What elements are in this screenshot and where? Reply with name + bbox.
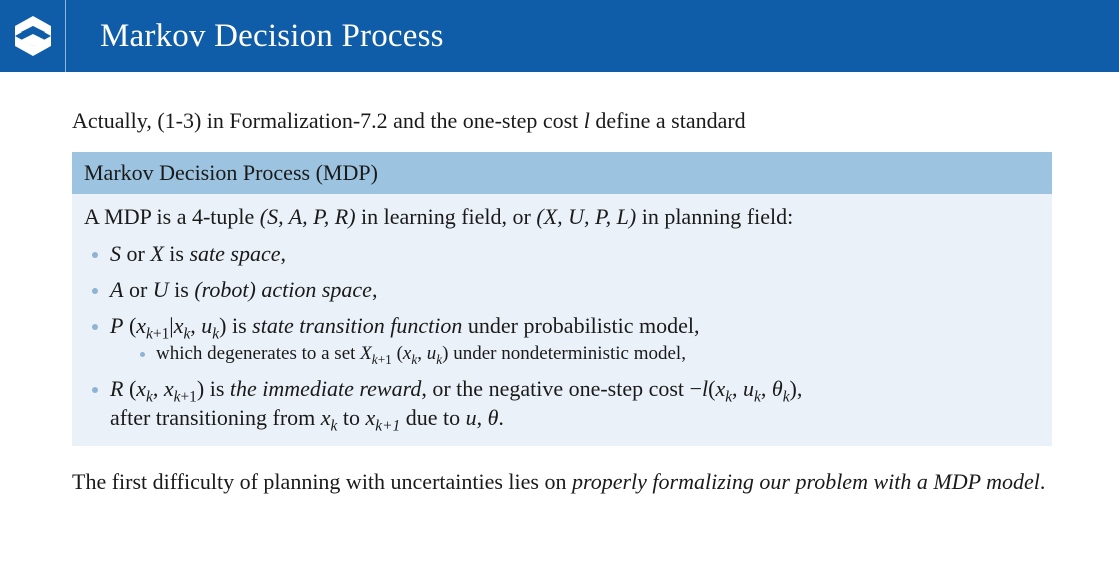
sub-text-2: under nondeterministic model, [448,343,686,364]
slide-title: Markov Decision Process [100,17,444,54]
list-item-reward: R ($x_k$, $x_{k+1}$) is the immediate reward, or the negative one-step $\cos t -l(x_k$, $u_k$, $\theta_k$), after transitioning from $x_k$ to $x_{k+1}$ due to u, θ. [84,374,1040,432]
intro-var: l [583,108,590,133]
tuple-planning: (X, U, P, L) [536,204,637,229]
bullet-icon [92,252,98,258]
definition-list [84,239,1040,435]
is-text: is [168,277,195,302]
block-title: Markov Decision Process (MDP) [72,152,1052,194]
definition-block [72,152,1052,446]
x-k: $x_k$ [320,405,338,435]
block-body [72,194,1052,446]
x-k-plus-1: $x_{k+1}$ [365,405,401,435]
var-s: S [110,241,121,266]
var-a: A [110,277,124,302]
comma: , [280,241,286,266]
lead-text-3: in planning field: [636,204,794,229]
transition-expression: ($x_{k+1}|x_k$, $u_k$) [123,313,227,343]
intro-text-end: define a standard [589,108,746,133]
theta: θ [487,405,499,430]
var-x: X [150,241,164,266]
sub-text-1: which degenerates to a set [156,343,361,364]
u-theta: u [465,405,477,430]
var-r: R [110,376,124,401]
list-item-action-space [84,275,1040,304]
lead-text-2: in learning field, or [355,204,537,229]
transition-rest: under probabilistic model, [462,313,700,338]
reward-line2-text3: due to [400,405,466,430]
lead-text-1: A MDP is a 4-tuple [84,204,260,229]
or-text: or [123,277,153,302]
bottom-text: The first difficulty of planning with uncertainties lies on [72,469,572,494]
is-text: is [204,376,230,401]
list-item-transition [84,311,1040,367]
reward-line2-text1: after transitioning from [110,405,321,430]
var-p: P [110,313,124,338]
bottom-period: . [1039,469,1046,494]
cost-expression: $-l(x_k$, $u_k$, $\theta_k$), [689,376,803,406]
bullet-icon [92,288,98,294]
block-lead [84,202,1040,232]
bullet-icon [92,387,98,393]
reward-rest: , or the negative one-step cost [421,376,690,401]
period: . [498,405,504,430]
state-space-term: sate space [189,241,281,266]
transition-sublist [110,340,1040,367]
list-item-state-space [84,239,1040,268]
reward-expression: ($x_k$, $x_{k+1}$) [123,376,205,406]
sublist-item-nondeterministic [110,340,1040,367]
comma: , [371,277,378,302]
bullet-icon [92,324,98,330]
bullet-icon [140,352,145,357]
set-expression: $X_{k+1}$ ($x_k$, $u_k$) [360,343,449,367]
action-space-term: (robot) action space [194,277,372,302]
is-text: is [226,313,253,338]
reward-line2-text2: to [337,405,366,430]
var-u: U [152,277,169,302]
bottom-emphasis: properly formalizing our problem with a MDP model [571,469,1040,494]
is-text: is [163,241,190,266]
s-logo-icon [13,14,53,58]
tuple-learning: (S, A, P, R) [259,204,356,229]
bottom-paragraph [72,465,1062,499]
logo-container [0,0,66,72]
reward-term: the immediate reward [229,376,422,401]
or-text: or [121,241,151,266]
intro-text-start: Actually, (1-3) in Formalization-7.2 and the one-step cost [72,108,584,133]
transition-term: state transition function [252,313,463,338]
slide-header [0,0,1119,72]
intro-sentence [72,108,746,134]
